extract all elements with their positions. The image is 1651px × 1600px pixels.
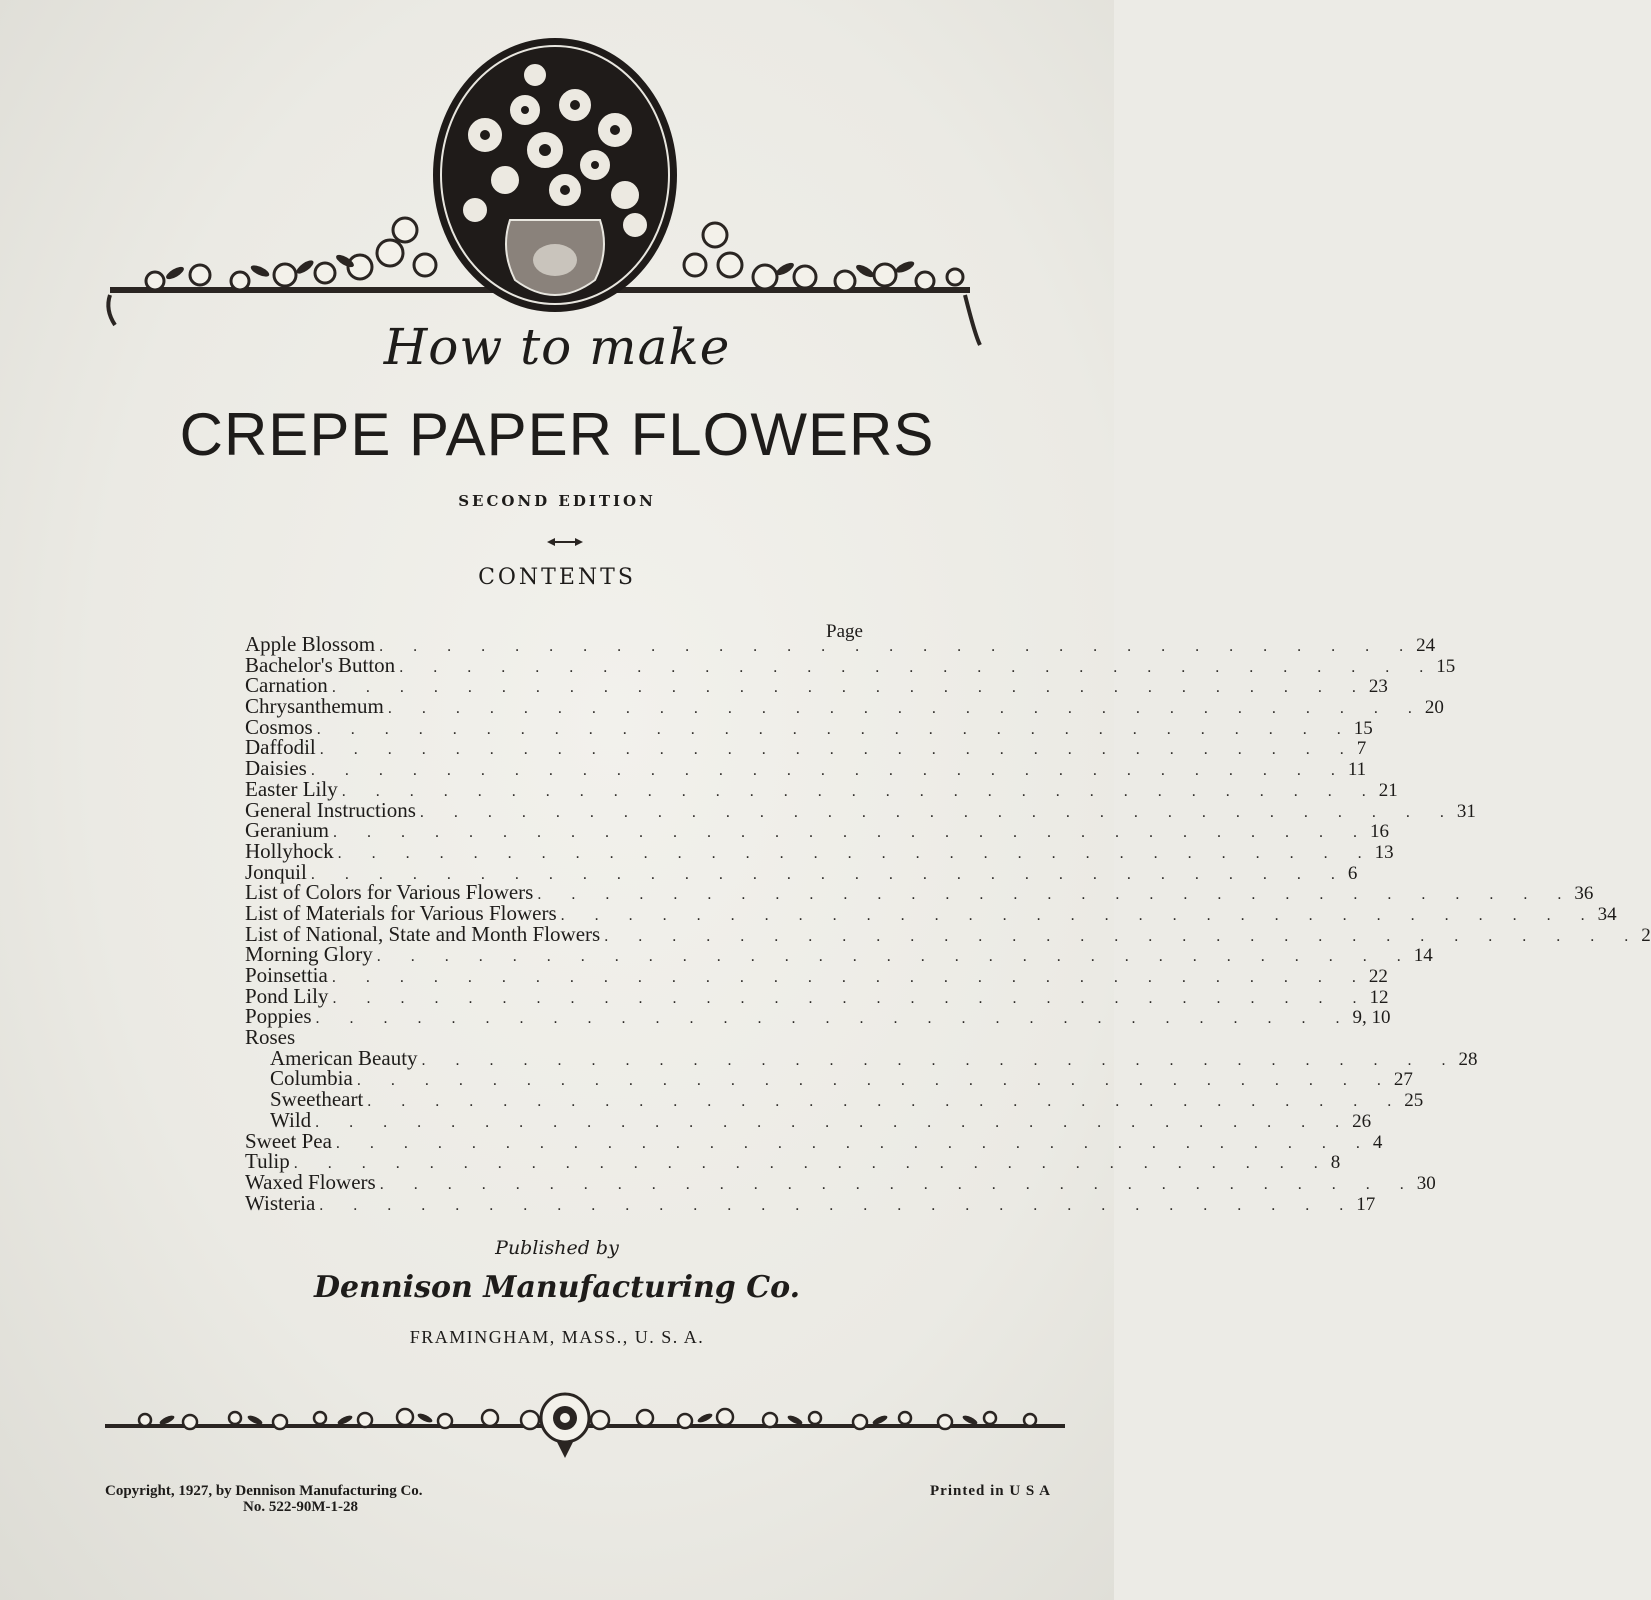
toc-entry-page: 15 [1353,717,1373,739]
toc-entry [245,797,1476,822]
table-of-contents [245,632,1651,1215]
dot-leader: . . . . . . . . . . . . . . . . . . . . . . . . . . . . . . . [332,989,1370,1007]
floral-border-ornament [105,1390,1065,1465]
toc-entry-name: Cosmos [245,714,313,739]
toc-entry [245,632,1436,656]
dot-leader: . . . . . . . . . . . . . . . . . . . . . . . . . . . . . . . [399,658,1437,676]
toc-entry-name: List of Materials for Various Flowers [245,900,557,925]
toc-entry-page: 20 [1424,697,1444,719]
toc-entry [245,1045,1478,1070]
catalog-number: No. 522-90M-1-28 [243,1499,358,1515]
toc-entry-page: 9, 10 [1352,1007,1391,1029]
toc-entry-name: List of National, State and Month Flowers [245,921,601,946]
toc-entry [245,652,1456,677]
copyright-line: Copyright, 1927, by Dennison Manufacturing Co. [105,1483,423,1499]
dot-leader: . . . . . . . . . . . . . . . . . . . . . . . . . . . . . . . [331,679,1369,697]
dot-leader: . . . . . . . . . . . . . . . . . . . . . . . . . . . . . . . [319,741,1357,759]
toc-entry [245,1087,1424,1112]
page-title: CREPE PAPER FLOWERS [179,401,935,468]
toc-entry-page: 28 [1458,1048,1478,1070]
toc-entry-page: 31 [1456,800,1476,822]
toc-entry-name: Sweetheart [270,1087,364,1112]
toc-entry [245,776,1398,801]
toc-section-heading [245,1027,895,1048]
toc-entry-page: 6 [1347,862,1358,884]
toc-entry-name: Poinsettia [245,963,328,987]
toc-entry-page: 21 [1378,779,1398,801]
toc-entry [245,818,1389,843]
vase-medallion [435,40,675,310]
toc-entry-name: Wisteria [245,1190,316,1215]
dot-leader: . . . . . . . . . . . . . . . . . . . . . . . . . . . . . . . [356,1072,1394,1090]
dot-leader: . . . . . . . . . . . . . . . . . . . . . . . . . . . . . . . [537,886,1575,904]
toc-entry-page: 16 [1369,821,1389,843]
toc-entry-page: 15 [1436,655,1456,677]
toc-entry-page: 30 [1416,1172,1436,1194]
small-ornament [545,535,585,549]
dot-leader: . . . . . . . . . . . . . . . . . . . . . . . . . . . . . . . [341,782,1379,800]
toc-entry-name: Hollyhock [245,838,334,863]
toc-entry-name: American Beauty [270,1045,418,1070]
toc-entry-name: Sweet Pea [245,1128,332,1153]
toc-entry [245,983,1389,1008]
toc-entry-name: Daffodil [245,735,316,760]
toc-entry-name: Poppies [245,1004,312,1029]
dot-leader: . . . . . . . . . . . . . . . . . . . . . . . . . . . . . . . [293,1155,1331,1173]
toc-entry-page: 25 [1404,1090,1424,1112]
toc-entry-name: Tulip [245,1149,290,1174]
edition-label: SECOND EDITION [458,492,656,510]
toc-entry-page: 36 [1574,883,1594,905]
toc-entry [245,714,1373,739]
toc-entry-page: 11 [1347,759,1367,781]
toc-entry-page: 12 [1369,986,1389,1008]
toc-entry-name: Morning Glory [245,942,373,967]
toc-entry [245,673,1388,698]
toc-entry [245,963,1388,987]
toc-entry-page: 26 [1352,1110,1372,1132]
toc-entry [245,1128,1383,1153]
toc-entry [245,942,1433,967]
toc-entry-page: 27 [1393,1069,1413,1091]
toc-entry-name: Jonquil [245,859,307,884]
toc-entry-name: Waxed Flowers [245,1169,376,1194]
dot-leader: . . . . . . . . . . . . . . . . . . . . . . . . . . . . . . . [379,1175,1417,1193]
dot-leader: . . . . . . . . . . . . . . . . . . . . . . . . . . . . . . . [376,948,1414,966]
toc-entry-name: Wild [270,1107,312,1132]
publisher-location: FRAMINGHAM, MASS., U. S. A. [409,1327,705,1347]
toc-entry-name: Daisies [245,756,307,781]
dot-leader: . . . . . . . . . . . . . . . . . . . . . . . . . . . . . . . [367,1093,1405,1111]
dot-leader: . . . . . . . . . . . . . . . . . . . . . . . . . . . . . . . [560,906,1598,924]
toc-entry-page: 2 [1641,924,1651,946]
toc-entry [245,694,1444,719]
toc-entry [245,838,1394,863]
toc-entry-page: 8 [1330,1152,1341,1174]
dot-leader: . . . . . . . . . . . . . . . . . . . . . . . . . . . . . . . [379,638,1417,655]
dot-leader: . . . . . . . . . . . . . . . . . . . . . . . . . . . . . . . [387,700,1425,718]
toc-entry [245,1066,1413,1091]
title-script: How to make [383,318,731,376]
toc-entry-name: Pond Lily [245,983,329,1008]
toc-entry-name: Carnation [245,673,328,698]
toc-entry [245,1169,1436,1194]
toc-entry-page: 34 [1597,903,1617,925]
floral-vase-illustration [105,35,1005,365]
toc-entry-name: Bachelor's Button [245,652,396,677]
dot-leader: . . . . . . . . . . . . . . . . . . . . . . . . . . . . . . . [315,1010,1353,1028]
toc-entry [245,880,1594,905]
toc-entry [245,1149,1341,1174]
toc-entry [245,900,1617,925]
dot-leader: . . . . . . . . . . . . . . . . . . . . . . . . . . . . . . . [604,927,1642,945]
contents-heading: CONTENTS [478,565,636,590]
page-column-label: Page [826,621,863,642]
toc-entry-page: 13 [1374,841,1394,863]
dot-leader: . . . . . . . . . . . . . . . . . . . . . . . . . . . . . . . [310,762,1348,780]
toc-entry [245,1190,1376,1215]
toc-entry-name: Chrysanthemum [245,694,384,719]
toc-entry-page: 23 [1368,676,1388,698]
toc-entry-name: Easter Lily [245,776,338,801]
toc-entry [245,1004,1391,1029]
printed-in-label: Printed in U S A [930,1483,1052,1499]
toc-entry [245,756,1367,781]
toc-entry [245,735,1367,760]
toc-entry-page: 7 [1356,738,1367,760]
toc-entry-page: 24 [1416,635,1436,656]
toc-entry-name: General Instructions [245,797,416,822]
toc-entry [245,859,1358,884]
dot-leader: . . . . . . . . . . . . . . . . . . . . . . . . . . . . . . . [331,969,1369,986]
toc-entry-name: Columbia [270,1066,353,1091]
toc-entry-name: Roses [245,1025,296,1050]
toc-entry-page: 14 [1413,945,1433,967]
publisher-name: Dennison Manufacturing Co. [313,1270,801,1305]
dot-leader: . . . . . . . . . . . . . . . . . . . . . . . . . . . . . . . [421,1051,1459,1069]
toc-entry [245,1107,1372,1132]
dot-leader: . . . . . . . . . . . . . . . . . . . . . . . . . . . . . . . [315,1113,1353,1131]
toc-entry-name: Geranium [245,818,329,843]
copyright-notice [105,1483,423,1515]
dot-leader: . . . . . . . . . . . . . . . . . . . . . . . . . . . . . . . [319,1196,1357,1214]
toc-entry-page: 17 [1356,1193,1376,1215]
toc-entry-page: 4 [1372,1131,1383,1153]
dot-leader: . . . . . . . . . . . . . . . . . . . . . . . . . . . . . . . [316,720,1354,738]
toc-entry-name: List of Colors for Various Flowers [245,880,534,905]
toc-entry-page: 22 [1368,966,1388,987]
toc-entry [245,921,1651,946]
toc-entry-name: Apple Blossom [245,632,376,656]
dot-leader: . . . . . . . . . . . . . . . . . . . . . . . . . . . . . . . [332,824,1370,842]
dot-leader: . . . . . . . . . . . . . . . . . . . . . . . . . . . . . . . [337,844,1375,862]
dot-leader: . . . . . . . . . . . . . . . . . . . . . . . . . . . . . . . [419,803,1457,821]
dot-leader: . . . . . . . . . . . . . . . . . . . . . . . . . . . . . . . [335,1134,1373,1152]
published-by-label: Published by [495,1237,619,1259]
dot-leader: . . . . . . . . . . . . . . . . . . . . . . . . . . . . . . . [310,865,1348,883]
